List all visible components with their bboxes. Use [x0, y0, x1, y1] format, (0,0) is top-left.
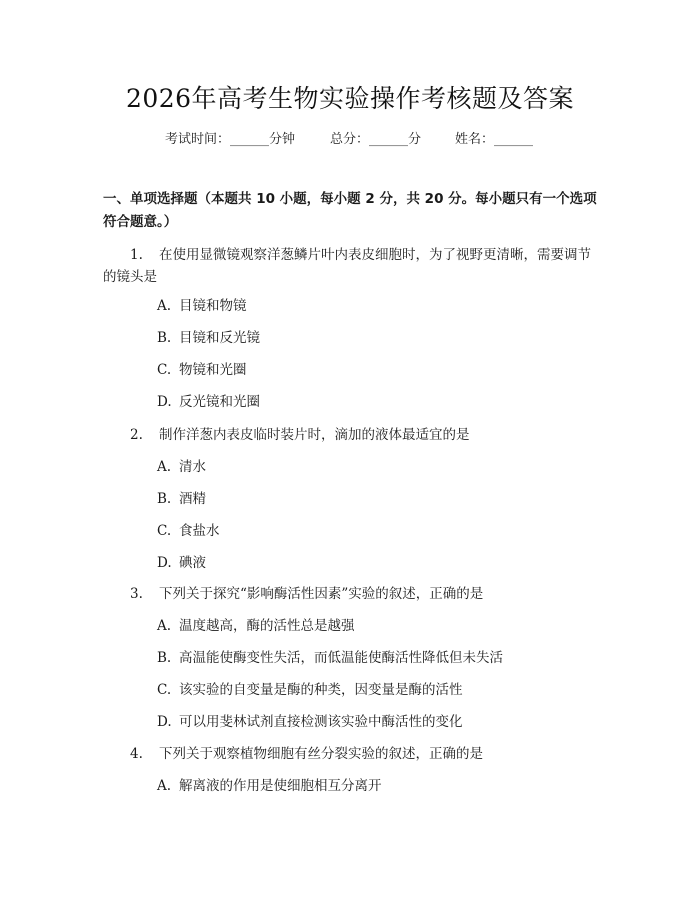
option-letter: D. [157, 714, 172, 730]
name-label: 姓名： [455, 132, 495, 147]
name-blank: ______ [494, 132, 534, 147]
option-text: 酒精 [179, 491, 206, 507]
question-text: 制作洋葱内表皮临时装片时，滴加的液体最适宜的是 [159, 427, 470, 443]
option-text: 清水 [179, 459, 206, 475]
option-1a [157, 295, 247, 317]
option-1d [157, 391, 260, 413]
option-letter: A. [157, 459, 172, 475]
name-field [455, 130, 533, 150]
question-number: 4. [130, 746, 143, 762]
option-3a [157, 615, 355, 637]
option-text: 反光镜和光圈 [179, 394, 260, 410]
option-3b [157, 647, 503, 669]
option-letter: D. [157, 394, 172, 410]
option-letter: A. [157, 778, 172, 794]
option-1b [157, 327, 260, 349]
option-text: 该实验的自变量是酶的种类，因变量是酶的活性 [179, 682, 463, 698]
option-text: 食盐水 [179, 523, 220, 539]
score-field [330, 130, 421, 150]
option-letter: A. [157, 618, 172, 634]
score-unit: 分 [408, 132, 422, 147]
time-field [165, 130, 295, 150]
option-letter: A. [157, 298, 172, 314]
option-3d [157, 711, 463, 733]
option-2d [157, 552, 206, 574]
time-blank: ______ [230, 132, 270, 147]
option-letter: C. [157, 682, 172, 698]
option-1c [157, 359, 247, 381]
option-letter: B. [157, 650, 172, 666]
option-letter: C. [157, 362, 172, 378]
option-text: 高温能使酶变性失活，而低温能使酶活性降低但未失活 [179, 650, 503, 666]
option-3c [157, 679, 463, 701]
option-text: 物镜和光圈 [179, 362, 247, 378]
question-text: 下列关于探究“影响酶活性因素”实验的叙述，正确的是 [159, 586, 484, 602]
option-letter: B. [157, 330, 172, 346]
question-number: 1. [130, 247, 143, 263]
question-number: 2. [130, 427, 143, 443]
option-text: 目镜和反光镜 [179, 330, 260, 346]
option-text: 温度越高，酶的活性总是越强 [179, 618, 355, 634]
section-heading: 一、单项选择题（本题共 10 小题，每小题 2 分，共 20 分。每小题只有一个选项符合题意。） [103, 191, 597, 230]
time-label: 考试时间： [165, 132, 231, 147]
question-text: 在使用显微镜观察洋葱鳞片叶内表皮细胞时，为了视野更清晰，需要调节 [159, 247, 591, 263]
option-2b [157, 488, 206, 510]
option-4a [157, 775, 382, 797]
option-text: 解离液的作用是使细胞相互分离开 [179, 778, 382, 794]
option-text: 碘液 [179, 555, 206, 571]
page-title: 2026年高考生物实验操作考核题及答案 [125, 84, 575, 113]
option-letter: B. [157, 491, 172, 507]
question-number: 3. [130, 586, 143, 602]
option-text: 可以用斐林试剂直接检测该实验中酶活性的变化 [179, 714, 463, 730]
question-text: 下列关于观察植物细胞有丝分裂实验的叙述，正确的是 [159, 746, 483, 762]
option-2c [157, 520, 220, 542]
time-unit: 分钟 [269, 132, 296, 147]
question-text-continued: 的镜头是 [103, 269, 157, 285]
score-blank: ______ [369, 132, 409, 147]
option-text: 目镜和物镜 [179, 298, 247, 314]
option-letter: C. [157, 523, 172, 539]
score-label: 总分： [330, 132, 370, 147]
option-letter: D. [157, 555, 172, 571]
option-2a [157, 456, 206, 478]
